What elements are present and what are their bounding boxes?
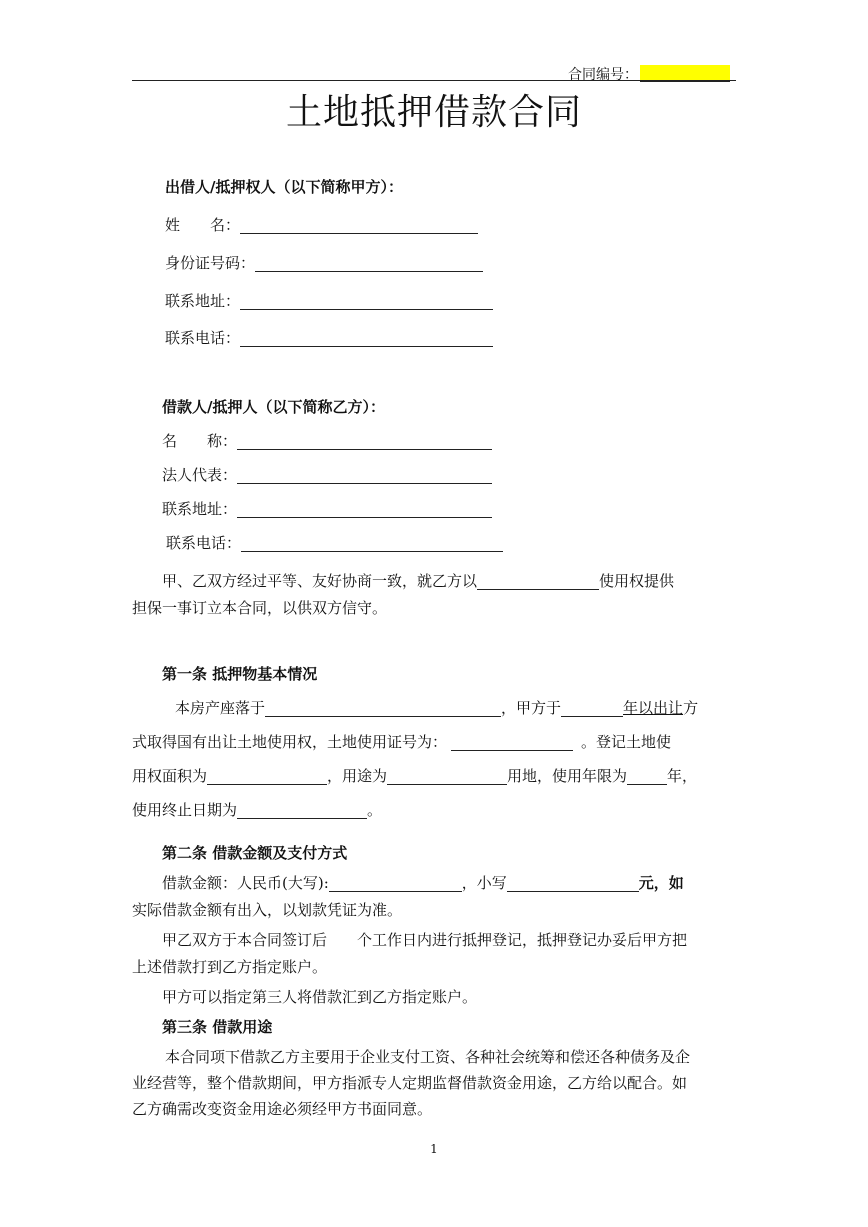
party-a-address-row — [165, 290, 493, 311]
article-1-line-3 — [132, 765, 697, 786]
a1-text-j: 用地，使用年限为 — [507, 767, 628, 785]
amount-figures-blank[interactable] — [507, 875, 639, 892]
party-a-phone-label: 联系电话： — [165, 329, 241, 347]
preamble-text-a: 甲、乙双方经过平等、友好协商一致，就乙方以 — [162, 572, 478, 590]
amount-words-blank[interactable] — [329, 875, 462, 892]
party-b-legal-rep-label: 法人代表： — [162, 466, 238, 484]
property-location-blank[interactable] — [265, 700, 501, 717]
party-b-phone-label: 联系电话： — [166, 534, 242, 552]
party-b-address-blank[interactable] — [237, 501, 492, 518]
party-a-id-label: 身份证号码： — [165, 254, 256, 272]
header-rule — [132, 80, 736, 81]
article-3-line-1: 本合同项下借款乙方主要用于企业支付工资、各种社会统筹和偿还各种债务及企 — [165, 1048, 691, 1066]
a1-text-b: ，甲方于 — [501, 699, 562, 717]
party-b-phone-row — [166, 532, 503, 553]
article-1-line-4 — [132, 799, 382, 820]
party-a-name-blank[interactable] — [240, 217, 478, 234]
a1-text-f: 式取得国有出让土地使用权，土地使用证号为： — [132, 733, 448, 751]
contract-number-label: 合同编号： — [568, 67, 638, 83]
page-number: 1 — [430, 1142, 438, 1156]
article-3-line-3: 乙方确需改变资金用途必须经甲方书面同意。 — [132, 1100, 433, 1118]
a1-text-c: 年以 — [623, 699, 654, 717]
land-use-blank[interactable] — [387, 768, 507, 785]
party-b-heading: 借款人/抵押人（以下简称乙方）： — [162, 398, 385, 416]
article-1-line-2 — [132, 731, 671, 752]
a1-text-e: 方 — [683, 699, 699, 717]
article-3-line-2: 业经营等，整个借款期间，甲方指派专人定期监督借款资金用途，乙方给以配合。如 — [132, 1074, 688, 1092]
party-a-name-label: 姓 名： — [165, 216, 241, 234]
contract-number-field — [568, 64, 730, 84]
preamble-line-2: 担保一事订立本合同，以供双方信守。 — [132, 599, 388, 617]
party-a-address-blank[interactable] — [240, 293, 493, 310]
party-a-id-row — [165, 252, 483, 273]
a2-text-b: ，小写 — [461, 874, 507, 892]
land-area-blank[interactable] — [207, 768, 327, 785]
article-2-line-3: 甲乙双方于本合同签订后 个工作日内进行抵押登记，抵押登记办妥后甲方把 — [162, 931, 688, 949]
end-date-blank[interactable] — [237, 802, 367, 819]
article-1-line-1 — [175, 697, 698, 718]
article-2-line-5: 甲方可以指定第三人将借款汇到乙方指定账户。 — [162, 988, 478, 1006]
party-b-address-row — [162, 498, 492, 519]
party-a-name-row — [165, 214, 478, 235]
a1-text-h: 用权面积为 — [132, 767, 208, 785]
land-cert-no-blank[interactable] — [451, 734, 573, 751]
article-2-line-1 — [162, 872, 684, 893]
party-b-legal-rep-row — [162, 464, 492, 485]
party-b-name-label: 名 称： — [162, 432, 238, 450]
preamble-text-b: 使用权提供 — [599, 572, 675, 590]
article-1-heading: 第一条 抵押物基本情况 — [162, 665, 318, 683]
party-a-phone-blank[interactable] — [240, 330, 493, 347]
a1-text-l: 使用终止日期为 — [132, 801, 238, 819]
article-2-line-4: 上述借款打到乙方指定账户。 — [132, 958, 328, 976]
a2-text-a: 借款金额：人民币(大写): — [162, 874, 329, 892]
party-b-address-label: 联系地址： — [162, 500, 238, 518]
preamble-line-1 — [162, 570, 674, 591]
a1-text-i: ，用途为 — [327, 767, 388, 785]
party-a-heading: 出借人/抵押权人（以下简称甲方）： — [165, 178, 403, 196]
party-b-legal-rep-blank[interactable] — [237, 467, 492, 484]
party-a-phone-row — [165, 327, 493, 348]
party-a-address-label: 联系地址： — [165, 292, 241, 310]
a1-transfer-method: 出让 — [653, 699, 684, 717]
a1-text-k: 年， — [667, 767, 698, 785]
party-a-id-blank[interactable] — [255, 255, 483, 272]
year-blank[interactable] — [561, 700, 623, 717]
article-3-heading: 第三条 借款用途 — [162, 1018, 273, 1036]
a1-text-a: 本房产座落于 — [175, 699, 266, 717]
party-b-phone-blank[interactable] — [241, 535, 503, 552]
a1-text-g: 。登记土地使 — [581, 733, 672, 751]
use-term-blank[interactable] — [627, 768, 667, 785]
a1-text-m: 。 — [367, 801, 383, 819]
article-2-heading: 第二条 借款金额及支付方式 — [162, 844, 348, 862]
land-blank[interactable] — [477, 573, 599, 590]
party-b-name-row — [162, 430, 492, 451]
article-2-line-2: 实际借款金额有出入，以划款凭证为准。 — [132, 901, 403, 919]
a2-text-c: 元，如 — [638, 874, 684, 892]
party-b-name-blank[interactable] — [237, 433, 492, 450]
document-title: 土地抵押借款合同 — [285, 92, 582, 133]
